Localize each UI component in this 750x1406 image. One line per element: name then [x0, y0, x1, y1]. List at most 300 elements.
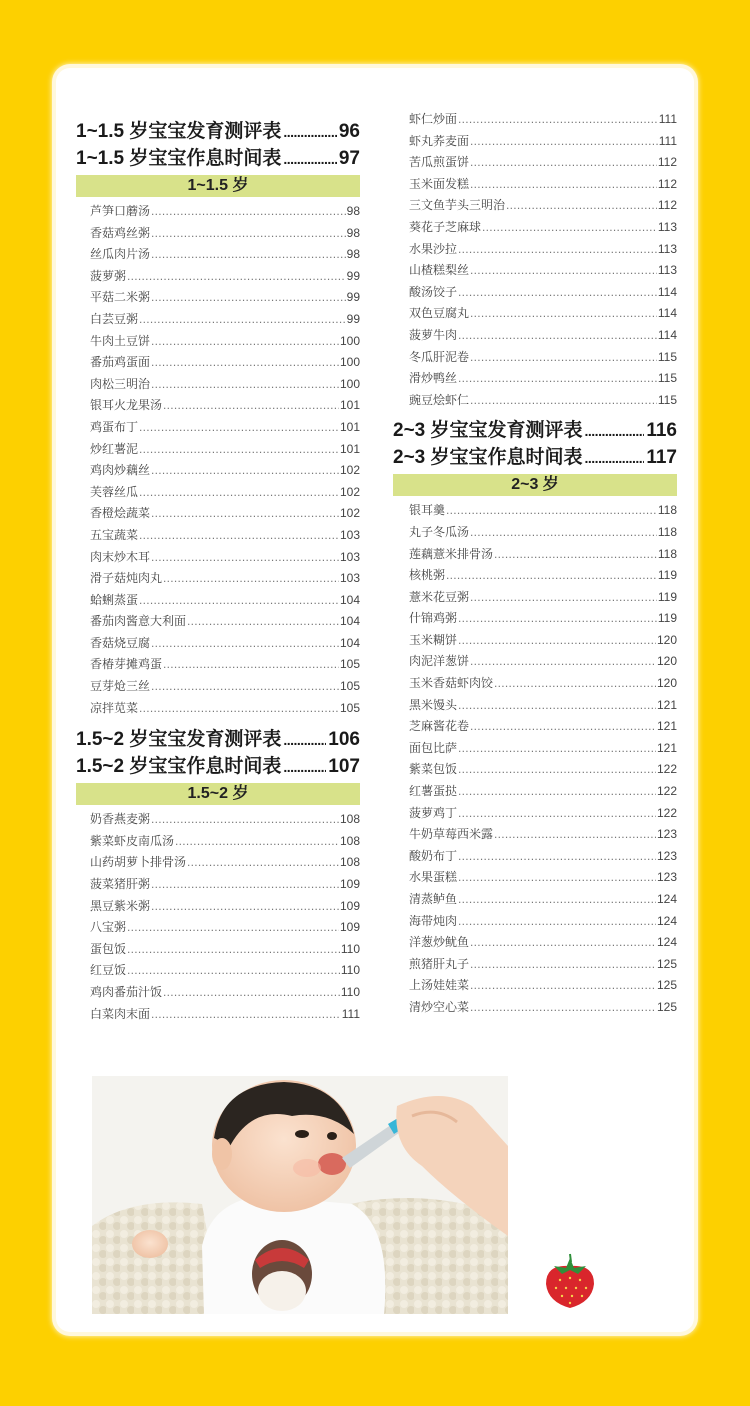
- toc-entry-page: 123: [656, 870, 677, 885]
- toc-entry-page: 119: [657, 611, 677, 626]
- toc-entry-page: 121: [656, 740, 677, 755]
- toc-entry[interactable]: [76, 960, 360, 982]
- section-heading[interactable]: [76, 145, 360, 172]
- toc-entry-title: 酸汤饺子: [409, 284, 458, 299]
- toc-entry-title: 滑子菇炖肉丸: [90, 571, 163, 586]
- leader-dots: [494, 673, 656, 695]
- toc-left-column: [76, 118, 360, 1025]
- toc-entry-title: 清炒空心菜: [409, 999, 470, 1014]
- toc-entry[interactable]: [76, 896, 360, 918]
- leader-dots: [139, 482, 339, 504]
- toc-entry-page: 112: [657, 155, 677, 170]
- toc-entry[interactable]: [76, 266, 360, 288]
- toc-entry-page: 122: [656, 784, 677, 799]
- toc-entry-title: 鸡蛋布丁: [90, 419, 139, 434]
- leader-dots: [151, 352, 339, 374]
- toc-entry[interactable]: [76, 223, 360, 245]
- toc-entry-page: 115: [657, 392, 677, 407]
- leader-dots: [458, 608, 657, 630]
- toc-entry-title: 红豆饭: [90, 963, 127, 978]
- leader-dots: [470, 651, 656, 673]
- toc-entry[interactable]: [76, 482, 360, 504]
- toc-entry-page: 125: [656, 999, 677, 1014]
- toc-entry-page: 115: [657, 349, 677, 364]
- toc-entry-page: 121: [656, 719, 677, 734]
- toc-entry[interactable]: [393, 738, 677, 760]
- toc-entry-title: 鸡肉炒藕丝: [90, 463, 151, 478]
- section-heading-title: 1~1.5 岁宝宝作息时间表: [76, 148, 282, 169]
- leader-dots: [163, 395, 339, 417]
- toc-entry[interactable]: [76, 417, 360, 439]
- leader-dots: [175, 831, 339, 853]
- toc-entry[interactable]: [76, 982, 360, 1004]
- toc-entry-title: 八宝粥: [90, 920, 127, 935]
- toc-entry-title: 玉米香菇虾肉饺: [409, 676, 494, 691]
- toc-entry[interactable]: [393, 260, 677, 282]
- toc-entry[interactable]: [393, 716, 677, 738]
- toc-entry[interactable]: [76, 352, 360, 374]
- leader-dots: [127, 266, 346, 288]
- toc-entry[interactable]: [76, 809, 360, 831]
- leader-dots: [446, 565, 657, 587]
- leader-dots: [470, 174, 657, 196]
- toc-entry-title: 滑炒鸭丝: [409, 371, 458, 386]
- toc-entry-title: 香椿芽摊鸡蛋: [90, 657, 163, 672]
- toc-entry[interactable]: [393, 368, 677, 390]
- toc-entry[interactable]: [393, 303, 677, 325]
- toc-entry[interactable]: [76, 831, 360, 853]
- leader-dots: [127, 917, 339, 939]
- leader-dots: [458, 630, 656, 652]
- toc-entry-page: 124: [656, 892, 677, 906]
- toc-entry-title: 豆芽炝三丝: [90, 679, 151, 694]
- leader-dots: [458, 738, 656, 760]
- toc-entry-title: 海带炖肉: [409, 913, 458, 928]
- toc-entry-page: 110: [340, 985, 360, 999]
- toc-entry-page: 121: [656, 697, 677, 712]
- leader-dots: [163, 568, 339, 590]
- toc-entry-title: 豌豆烩虾仁: [409, 392, 470, 407]
- toc-entry-page: 98: [346, 247, 360, 262]
- toc-entry-page: 114: [657, 306, 677, 321]
- toc-entry-title: 芦笋口蘑汤: [90, 204, 151, 218]
- toc-entry-page: 112: [657, 176, 677, 191]
- toc-entry-title: 香橙烩蔬菜: [90, 506, 151, 521]
- toc-entry-title: 薏米花豆粥: [409, 589, 470, 604]
- leader-dots: [470, 131, 658, 153]
- toc-entry-title: 牛肉土豆饼: [90, 333, 151, 348]
- toc-entry[interactable]: [76, 547, 360, 569]
- toc-entry-page: 115: [657, 371, 677, 386]
- toc-entry-page: 109: [339, 877, 360, 892]
- toc-entry-title: 紫菜包饭: [409, 762, 458, 777]
- leader-dots: [163, 654, 339, 676]
- toc-entry-page: 124: [656, 935, 677, 950]
- toc-entry-page: 98: [346, 225, 360, 240]
- toc-entry[interactable]: [76, 1004, 360, 1026]
- toc-entry[interactable]: [393, 325, 677, 347]
- toc-entry-page: 125: [656, 956, 677, 971]
- toc-entry-page: 122: [656, 762, 677, 777]
- toc-entry[interactable]: [393, 803, 677, 825]
- leader-dots: [151, 547, 339, 569]
- section-heading-title: 2~3 岁宝宝作息时间表: [393, 447, 583, 469]
- leader-dots: [470, 152, 657, 174]
- leader-dots: [470, 954, 656, 976]
- leader-dots: [187, 852, 339, 874]
- toc-entry-title: 肉松三明治: [90, 376, 151, 391]
- toc-entry-title: 白芸豆粥: [90, 311, 139, 326]
- leader-dots: [458, 109, 658, 131]
- toc-entry-title: 鸡肉番茄汁饭: [90, 985, 163, 999]
- leader-dots: [283, 146, 337, 173]
- toc-entry-page: 104: [339, 614, 360, 629]
- leader-dots: [127, 939, 340, 961]
- toc-entry-title: 奶香燕麦粥: [90, 812, 151, 827]
- toc-entry-page: 123: [656, 827, 677, 842]
- toc-entry[interactable]: [76, 852, 360, 874]
- leader-dots: [139, 417, 339, 439]
- toc-entry-page: 120: [656, 654, 677, 669]
- toc-entry[interactable]: [76, 676, 360, 698]
- leader-dots: [283, 754, 326, 781]
- toc-entry-title: 水果蛋糕: [409, 870, 458, 885]
- toc-entry-title: 葵花子芝麻球: [409, 219, 482, 234]
- section-heading-title: 1.5~2 岁宝宝发育测评表: [76, 729, 282, 751]
- toc-entry[interactable]: [393, 282, 677, 304]
- toc-entry[interactable]: [393, 954, 677, 976]
- toc-entry[interactable]: [76, 439, 360, 461]
- toc-entry-page: 101: [339, 441, 360, 456]
- leader-dots: [470, 303, 657, 325]
- toc-entry-title: 牛奶草莓西米露: [409, 827, 494, 842]
- leader-dots: [458, 282, 657, 304]
- toc-entry-title: 银耳火龙果汤: [90, 398, 163, 413]
- section-heading-page: 97: [338, 148, 360, 169]
- leader-dots: [139, 309, 346, 331]
- toc-entry-title: 洋葱炒鱿鱼: [409, 935, 470, 950]
- toc-entry[interactable]: [393, 500, 677, 522]
- toc-entry-title: 肉末炒木耳: [90, 549, 151, 564]
- toc-entry-page: 110: [340, 941, 360, 956]
- leader-dots: [187, 611, 339, 633]
- leader-dots: [470, 347, 657, 369]
- toc-entry-page: 118: [657, 524, 677, 539]
- leader-dots: [494, 824, 656, 846]
- toc-entry-page: 112: [657, 198, 677, 213]
- toc-entry[interactable]: [76, 503, 360, 525]
- toc-entry[interactable]: [76, 917, 360, 939]
- toc-entry[interactable]: [393, 759, 677, 781]
- toc-entry-page: 119: [657, 589, 677, 604]
- toc-entry-page: 102: [339, 484, 360, 499]
- toc-entry[interactable]: [76, 331, 360, 353]
- toc-entry-title: 玉米面发糕: [409, 176, 470, 191]
- toc-entry[interactable]: [76, 395, 360, 417]
- toc-entry-page: 124: [656, 913, 677, 928]
- toc-entry[interactable]: [393, 239, 677, 261]
- leader-dots: [151, 287, 346, 309]
- toc-entry-page: 101: [339, 419, 360, 434]
- leader-dots: [458, 759, 656, 781]
- toc-entry-page: 123: [656, 848, 677, 863]
- leader-dots: [458, 781, 656, 803]
- toc-entry-page: 125: [656, 978, 677, 993]
- section-heading[interactable]: [76, 118, 360, 145]
- toc-entry-page: 100: [339, 355, 360, 370]
- toc-entry[interactable]: [393, 217, 677, 239]
- toc-entry-title: 核桃粥: [409, 568, 446, 583]
- leader-dots: [470, 932, 656, 954]
- leader-dots: [139, 590, 339, 612]
- toc-entry-title: 银耳羹: [409, 503, 446, 518]
- toc-entry-page: 119: [657, 568, 677, 583]
- leader-dots: [458, 846, 656, 868]
- leader-dots: [151, 809, 339, 831]
- toc-entry-title: 五宝蔬菜: [90, 527, 139, 542]
- toc-entry-page: 108: [339, 833, 360, 848]
- toc-entry[interactable]: [393, 824, 677, 846]
- toc-entry[interactable]: [76, 654, 360, 676]
- leader-dots: [151, 244, 346, 266]
- toc-entry-page: 105: [339, 700, 360, 715]
- toc-entry[interactable]: [76, 525, 360, 547]
- toc-entry-page: 99: [346, 268, 360, 283]
- toc-entry-page: 113: [657, 219, 677, 234]
- toc-entry[interactable]: [76, 698, 360, 720]
- toc-entry-title: 清蒸鲈鱼: [409, 892, 458, 906]
- toc-entry[interactable]: [393, 867, 677, 889]
- baby-being-fed-photo: [92, 1076, 508, 1314]
- toc-entry-title: 蛤蜊蒸蛋: [90, 592, 139, 607]
- toc-entry-page: 113: [657, 263, 677, 278]
- toc-entry[interactable]: [393, 889, 677, 911]
- toc-entry[interactable]: [393, 608, 677, 630]
- toc-entry-page: 100: [339, 333, 360, 348]
- toc-entry[interactable]: [393, 630, 677, 652]
- toc-entry-page: 102: [339, 506, 360, 521]
- toc-entry[interactable]: [393, 390, 677, 412]
- toc-entry-title: 黑豆紫米粥: [90, 898, 151, 913]
- toc-entry-title: 白菜肉末面: [90, 1006, 151, 1021]
- toc-entry-page: 105: [339, 657, 360, 672]
- toc-entry-title: 蛋包饭: [90, 941, 127, 956]
- toc-entry[interactable]: [76, 309, 360, 331]
- toc-entry[interactable]: [76, 244, 360, 266]
- leader-dots: [585, 445, 645, 472]
- leader-dots: [494, 544, 657, 566]
- age-band-2-3: 2~3 岁: [393, 474, 677, 496]
- section-heading[interactable]: [393, 417, 677, 444]
- toc-entry-title: 芝麻酱花卷: [409, 719, 470, 734]
- toc-entry-title: 煎猪肝丸子: [409, 956, 470, 971]
- section-heading[interactable]: [76, 726, 360, 753]
- leader-dots: [470, 975, 656, 997]
- toc-entry[interactable]: [76, 568, 360, 590]
- toc-entry[interactable]: [393, 544, 677, 566]
- toc-entry-page: 122: [656, 805, 677, 820]
- toc-entry-page: 118: [657, 503, 677, 518]
- toc-entry[interactable]: [393, 195, 677, 217]
- leader-dots: [458, 911, 656, 933]
- toc-entry-page: 120: [656, 676, 677, 691]
- toc-entry-page: 104: [339, 635, 360, 650]
- toc-entry-title: 丝瓜肉片汤: [90, 247, 151, 262]
- leader-dots: [127, 960, 340, 982]
- toc-entry-title: 水果沙拉: [409, 241, 458, 256]
- toc-entry-page: 110: [340, 963, 360, 978]
- toc-entry-page: 120: [656, 632, 677, 647]
- toc-entry-page: 104: [339, 592, 360, 607]
- toc-entry[interactable]: [393, 587, 677, 609]
- toc-entry-title: 红薯蛋挞: [409, 784, 458, 799]
- toc-entry-page: 111: [341, 1006, 360, 1021]
- section-heading-page: 96: [338, 121, 360, 142]
- leader-dots: [458, 695, 656, 717]
- toc-entry-title: 平菇二米粥: [90, 290, 151, 305]
- toc-entry[interactable]: [76, 633, 360, 655]
- toc-entry-title: 炒红薯泥: [90, 441, 139, 456]
- age-band-1.5-2: 1.5~2 岁: [76, 783, 360, 805]
- toc-entry[interactable]: [393, 109, 677, 131]
- toc-entry-title: 双色豆腐丸: [409, 306, 470, 321]
- toc-entry[interactable]: [393, 565, 677, 587]
- toc-entry-page: 105: [339, 679, 360, 694]
- toc-entry-title: 虾丸荞麦面: [409, 133, 470, 148]
- toc-entry-title: 山药胡萝卜排骨汤: [90, 855, 187, 870]
- toc-entry-title: 什锦鸡粥: [409, 611, 458, 626]
- toc-entry-page: 102: [339, 463, 360, 478]
- leader-dots: [458, 889, 656, 911]
- strawberry-icon: [542, 1252, 598, 1310]
- toc-entry[interactable]: [393, 347, 677, 369]
- section-heading[interactable]: [76, 753, 360, 780]
- toc-entry-title: 菠萝粥: [90, 268, 127, 283]
- toc-entry[interactable]: [393, 695, 677, 717]
- section-heading-title: 1.5~2 岁宝宝作息时间表: [76, 756, 282, 778]
- toc-entry-title: 酸奶布丁: [409, 848, 458, 863]
- toc-entry[interactable]: [393, 174, 677, 196]
- toc-entry[interactable]: [393, 846, 677, 868]
- toc-entry[interactable]: [393, 997, 677, 1019]
- toc-entry[interactable]: [393, 911, 677, 933]
- leader-dots: [470, 997, 656, 1019]
- section-heading[interactable]: [393, 444, 677, 471]
- baby-feeding-photo: [92, 1076, 508, 1314]
- leader-dots: [151, 874, 339, 896]
- leader-dots: [151, 201, 346, 223]
- toc-entry-title: 番茄鸡蛋面: [90, 355, 151, 370]
- toc-entry-title: 冬瓜肝泥卷: [409, 349, 470, 364]
- leader-dots: [283, 119, 337, 146]
- toc-entry-page: 111: [658, 133, 677, 148]
- leader-dots: [482, 217, 657, 239]
- leader-dots: [458, 325, 657, 347]
- toc-entry[interactable]: [393, 522, 677, 544]
- toc-entry[interactable]: [76, 939, 360, 961]
- leader-dots: [151, 633, 339, 655]
- leader-dots: [151, 374, 339, 396]
- toc-entry-title: 菠菜猪肝粥: [90, 877, 151, 892]
- toc-entry-page: 114: [657, 327, 677, 342]
- toc-entry-title: 玉米糊饼: [409, 632, 458, 647]
- toc-entry[interactable]: [76, 287, 360, 309]
- toc-entry-title: 虾仁炒面: [409, 112, 458, 126]
- leader-dots: [470, 260, 657, 282]
- toc-entry[interactable]: [76, 611, 360, 633]
- toc-entry-title: 菠萝鸡丁: [409, 805, 458, 820]
- leader-dots: [151, 503, 339, 525]
- toc-entry-title: 菠萝牛肉: [409, 327, 458, 342]
- leader-dots: [139, 698, 339, 720]
- toc-entry[interactable]: [393, 673, 677, 695]
- leader-dots: [458, 867, 656, 889]
- toc-entry-title: 苦瓜煎蛋饼: [409, 155, 470, 170]
- age-band-1-1.5: 1~1.5 岁: [76, 175, 360, 197]
- toc-entry-page: 99: [346, 290, 360, 305]
- toc-entry-page: 98: [346, 204, 360, 218]
- toc-entry-page: 103: [339, 549, 360, 564]
- toc-entry-page: 108: [339, 812, 360, 827]
- leader-dots: [506, 195, 657, 217]
- leader-dots: [458, 368, 657, 390]
- toc-entry-title: 肉泥洋葱饼: [409, 654, 470, 669]
- section-heading-title: 2~3 岁宝宝发育测评表: [393, 420, 583, 442]
- section-heading-page: 116: [646, 420, 677, 442]
- section-heading-page: 106: [328, 729, 360, 751]
- leader-dots: [470, 522, 657, 544]
- toc-entry[interactable]: [393, 781, 677, 803]
- toc-entry[interactable]: [393, 651, 677, 673]
- toc-entry[interactable]: [76, 590, 360, 612]
- leader-dots: [283, 727, 326, 754]
- toc-right-column: [393, 112, 677, 1019]
- leader-dots: [151, 1004, 341, 1026]
- toc-entry-title: 香菇烧豆腐: [90, 635, 151, 650]
- leader-dots: [470, 390, 657, 412]
- leader-dots: [151, 676, 339, 698]
- toc-entry[interactable]: [393, 131, 677, 153]
- leader-dots: [139, 439, 339, 461]
- toc-entry[interactable]: [76, 460, 360, 482]
- toc-entry-page: 118: [657, 546, 677, 561]
- leader-dots: [470, 716, 656, 738]
- toc-entry-page: 109: [339, 898, 360, 913]
- section-heading-page: 107: [328, 756, 360, 778]
- toc-entry-page: 114: [657, 284, 677, 299]
- toc-entry-title: 上汤娃娃菜: [409, 978, 470, 993]
- leader-dots: [151, 223, 346, 245]
- leader-dots: [446, 500, 657, 522]
- toc-entry[interactable]: [393, 932, 677, 954]
- toc-entry-page: 100: [339, 376, 360, 391]
- toc-entry-page: 108: [339, 855, 360, 870]
- toc-entry-title: 三文鱼芋头三明治: [409, 198, 506, 213]
- toc-entry-page: 111: [658, 112, 677, 126]
- toc-entry-page: 103: [339, 527, 360, 542]
- toc-entry[interactable]: [76, 201, 360, 223]
- section-heading-page: 117: [646, 447, 677, 469]
- toc-entry-page: 101: [339, 398, 360, 413]
- toc-entry[interactable]: [393, 152, 677, 174]
- toc-entry-title: 番茄肉酱意大利面: [90, 614, 187, 629]
- toc-entry-title: 丸子冬瓜汤: [409, 524, 470, 539]
- toc-entry[interactable]: [76, 374, 360, 396]
- leader-dots: [151, 460, 339, 482]
- leader-dots: [139, 525, 339, 547]
- toc-entry[interactable]: [393, 975, 677, 997]
- toc-entry[interactable]: [76, 874, 360, 896]
